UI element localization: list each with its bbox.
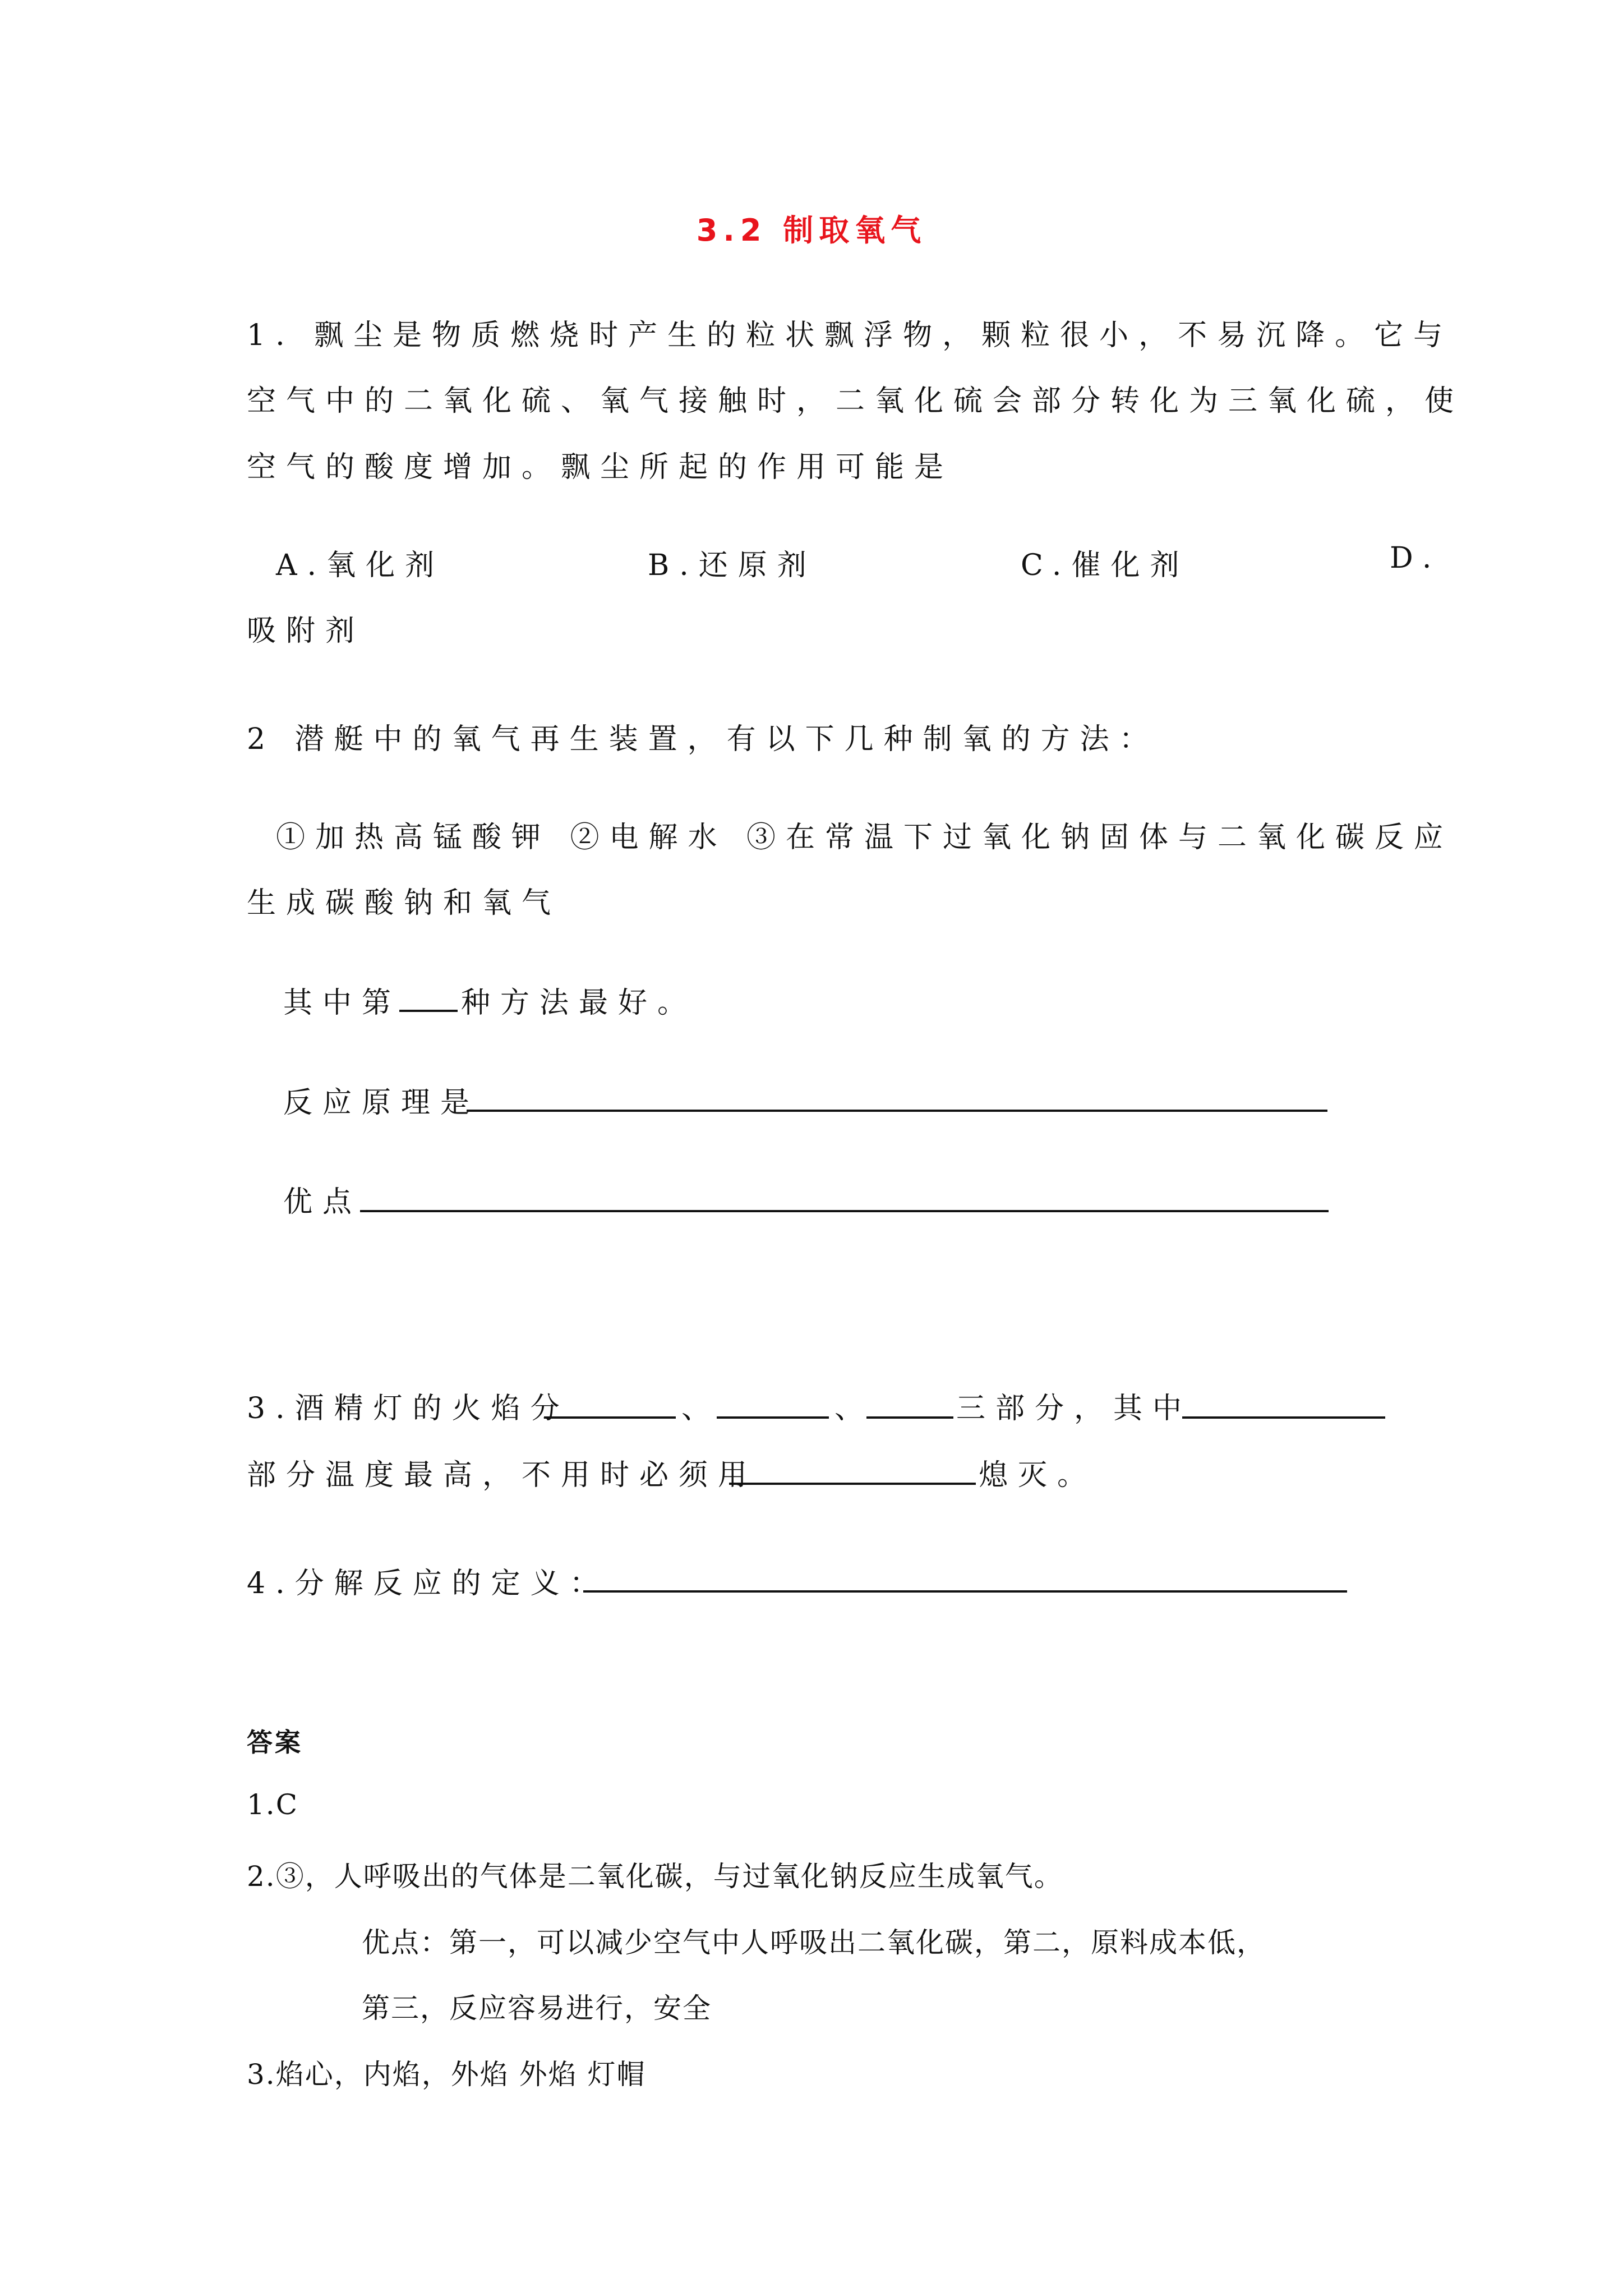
q3-blank-5 xyxy=(729,1483,976,1485)
q3-blank-1 xyxy=(544,1416,676,1419)
q2-advantage-label: 优点 xyxy=(283,1185,362,1219)
q3-blank-3 xyxy=(866,1416,953,1419)
q3-line-2-prefix: 部分温度最高，不用时必须用 xyxy=(247,1458,758,1492)
q4-label: 4.分解反应的定义： xyxy=(247,1567,609,1600)
q1-option-a: A.氧化剂 xyxy=(276,549,445,582)
q1-line-1: 1. 飘尘是物质燃烧时产生的粒状飘浮物，颗粒很小，不易沉降。它与 xyxy=(247,319,1453,352)
q3-line-2-suffix: 熄灭。 xyxy=(979,1458,1097,1492)
q2-advantage-blank xyxy=(360,1210,1329,1212)
q2-best-blank xyxy=(399,1010,458,1012)
q3-sep-2: 、 xyxy=(834,1392,874,1425)
q2-principle-blank xyxy=(467,1110,1327,1112)
q1-option-d: D. xyxy=(1390,541,1442,575)
q2-methods-line-1: ①加热高锰酸钾 ②电解水 ③在常温下过氧化钠固体与二氧化碳反应 xyxy=(276,821,1454,854)
page-title: 3.2 制取氧气 xyxy=(696,213,927,248)
q3-prefix: 3.酒精灯的火焰分 xyxy=(247,1392,570,1425)
q1-line-2: 空气中的二氧化硫、氧气接触时，二氧化硫会部分转化为三氧化硫，使 xyxy=(247,384,1464,418)
q3-blank-2 xyxy=(717,1416,829,1419)
answer-2-advantages-1: 优点：第一，可以减少空气中人呼吸出二氧化碳，第二，原料成本低， xyxy=(362,1926,1266,1959)
answer-1: 1.C xyxy=(247,1788,298,1821)
q1-option-b: B.还原剂 xyxy=(648,549,817,582)
q4-blank xyxy=(583,1590,1347,1593)
q2-best-suffix: 种方法最好。 xyxy=(461,986,697,1020)
q2-principle-label: 反应原理是 xyxy=(283,1086,480,1120)
q3-blank-4 xyxy=(1182,1416,1385,1419)
answer-2-advantages-2: 第三，反应容易进行，安全 xyxy=(362,1992,712,2024)
q2-intro: 2 潜艇中的氧气再生装置，有以下几种制氧的方法： xyxy=(247,723,1159,756)
q3-sep-1: 、 xyxy=(681,1392,721,1425)
q2-best-prefix: 其中第 xyxy=(283,986,402,1020)
q1-line-3: 空气的酸度增加。飘尘所起的作用可能是 xyxy=(247,450,954,484)
answer-2: 2.③，人呼吸出的气体是二氧化碳，与过氧化钠反应生成氧气。 xyxy=(247,1860,1063,1893)
q1-option-c: C.催化剂 xyxy=(1021,549,1189,582)
q2-methods-line-2: 生成碳酸钠和氧气 xyxy=(247,886,561,920)
answer-3: 3.焰心，内焰，外焰 外焰 灯帽 xyxy=(247,2058,646,2091)
q1-option-d-text: 吸附剂 xyxy=(247,614,365,648)
answers-heading: 答案 xyxy=(247,1727,303,1757)
q3-mid: 三部分，其中 xyxy=(956,1392,1192,1425)
